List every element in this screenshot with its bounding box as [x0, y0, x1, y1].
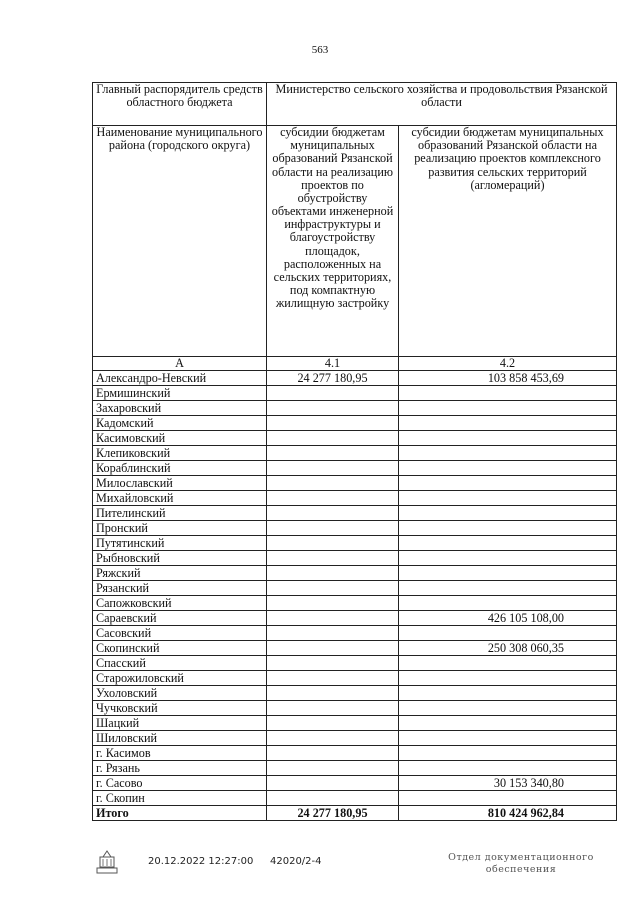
footer-doc-id: 42020/2-4 [270, 856, 322, 867]
col2-value [399, 386, 617, 401]
col2-header: субсидии бюджетам муниципальных образований Рязанской области на реализацию проектов комплексного развития сельских территорий (агломераций) [399, 126, 617, 357]
district-name: Спасский [93, 656, 267, 671]
col1-value [267, 461, 399, 476]
district-name: Касимовский [93, 431, 267, 446]
table-row [93, 566, 617, 581]
col1-value [267, 386, 399, 401]
col1-value [267, 731, 399, 746]
district-name: Скопинский [93, 641, 267, 656]
col1-value [267, 581, 399, 596]
col2-value [399, 716, 617, 731]
district-name: Путятинский [93, 536, 267, 551]
department-stamp [446, 852, 596, 877]
col2-value [399, 671, 617, 686]
col1-value [267, 611, 399, 626]
col1-value [267, 416, 399, 431]
total-col2: 810 424 962,84 [399, 806, 617, 821]
total-row [93, 806, 617, 821]
table-row [93, 521, 617, 536]
table-row [93, 596, 617, 611]
col1-value [267, 491, 399, 506]
table-row [93, 551, 617, 566]
col2-value [399, 491, 617, 506]
col1-value [267, 701, 399, 716]
col1-value [267, 431, 399, 446]
table-row [93, 641, 617, 656]
district-name: Клепиковский [93, 446, 267, 461]
stamp-line-2: обеспечения [485, 864, 557, 876]
col2-value [399, 746, 617, 761]
district-name: Пронский [93, 521, 267, 536]
col2-value [399, 401, 617, 416]
col1-header: субсидии бюджетам муниципальных образований Рязанской области на реализацию проектов по обустройству объектами инженерной инфраструктуры и благоустройству площадок, расположенных на сельских территориях, под компактную жилищную застройку [267, 126, 399, 357]
col2-value [399, 566, 617, 581]
district-name: Сараевский [93, 611, 267, 626]
col1-value [267, 686, 399, 701]
table-row [93, 476, 617, 491]
col1-value [267, 521, 399, 536]
district-name: Кадомский [93, 416, 267, 431]
district-name: Чучковский [93, 701, 267, 716]
distributor-row [93, 83, 617, 126]
col2-value [399, 686, 617, 701]
col2-value [399, 446, 617, 461]
district-name: Михайловский [93, 491, 267, 506]
emblem-logo [92, 848, 122, 878]
table-row [93, 536, 617, 551]
table-row [93, 656, 617, 671]
col2-value: 103 858 453,69 [399, 371, 617, 386]
col2-value [399, 461, 617, 476]
col1-value [267, 476, 399, 491]
col1-value [267, 776, 399, 791]
column-number-4-1: 4.1 [267, 357, 399, 371]
column-number-a: А [93, 357, 267, 371]
col1-value [267, 566, 399, 581]
district-name: Ермишинский [93, 386, 267, 401]
col1-value [267, 536, 399, 551]
col2-value [399, 476, 617, 491]
table-row [93, 731, 617, 746]
district-name: Пителинский [93, 506, 267, 521]
table-row [93, 416, 617, 431]
budget-table [92, 82, 617, 821]
col1-value: 24 277 180,95 [267, 371, 399, 386]
column-headers-row [93, 126, 617, 357]
col1-value [267, 791, 399, 806]
col1-value [267, 746, 399, 761]
col2-value [399, 731, 617, 746]
col1-value [267, 716, 399, 731]
col1-value [267, 551, 399, 566]
district-name: Шиловский [93, 731, 267, 746]
district-name: Сасовский [93, 626, 267, 641]
table-row [93, 701, 617, 716]
district-name: Шацкий [93, 716, 267, 731]
col1-value [267, 596, 399, 611]
table-row [93, 446, 617, 461]
col2-value [399, 626, 617, 641]
table-row [93, 611, 617, 626]
district-name: г. Скопин [93, 791, 267, 806]
table-row [93, 686, 617, 701]
col2-value [399, 701, 617, 716]
col2-value: 426 105 108,00 [399, 611, 617, 626]
table-row [93, 716, 617, 731]
table-row [93, 761, 617, 776]
table-row [93, 626, 617, 641]
district-name: г. Сасово [93, 776, 267, 791]
distributor-value: Министерство сельского хозяйства и продовольствия Рязанской области [267, 83, 617, 126]
col1-value [267, 761, 399, 776]
district-name: г. Касимов [93, 746, 267, 761]
table-row [93, 671, 617, 686]
col2-value: 30 153 340,80 [399, 776, 617, 791]
page-number: 563 [311, 44, 329, 56]
col2-value [399, 791, 617, 806]
table-row [93, 491, 617, 506]
column-numbers-row [93, 357, 617, 371]
col2-value [399, 581, 617, 596]
col2-value [399, 506, 617, 521]
col2-value [399, 431, 617, 446]
col1-value [267, 656, 399, 671]
col2-value: 250 308 060,35 [399, 641, 617, 656]
district-name: Сапожковский [93, 596, 267, 611]
table-row [93, 791, 617, 806]
col2-value [399, 656, 617, 671]
col1-value [267, 641, 399, 656]
col2-value [399, 761, 617, 776]
district-name: Старожиловский [93, 671, 267, 686]
table-row [93, 461, 617, 476]
district-name: Кораблинский [93, 461, 267, 476]
district-name: Ряжский [93, 566, 267, 581]
col2-value [399, 416, 617, 431]
col1-value [267, 671, 399, 686]
district-name: Захаровский [93, 401, 267, 416]
district-name: г. Рязань [93, 761, 267, 776]
table-row [93, 371, 617, 386]
distributor-label: Главный распорядитель средств областного бюджета [93, 83, 267, 126]
total-label: Итого [93, 806, 267, 821]
table-row [93, 401, 617, 416]
col1-value [267, 401, 399, 416]
name-column-header: Наименование муниципального района (городского округа) [93, 126, 267, 357]
district-name: Ухоловский [93, 686, 267, 701]
col2-value [399, 536, 617, 551]
col2-value [399, 596, 617, 611]
district-name: Александро-Невский [93, 371, 267, 386]
stamp-line-1: Отдел документационного [448, 852, 594, 863]
table-row [93, 386, 617, 401]
district-name: Рязанский [93, 581, 267, 596]
col1-value [267, 626, 399, 641]
col2-value [399, 521, 617, 536]
table-row [93, 506, 617, 521]
district-name: Милославский [93, 476, 267, 491]
col1-value [267, 506, 399, 521]
total-col1: 24 277 180,95 [267, 806, 399, 821]
table-row [93, 581, 617, 596]
col2-value [399, 551, 617, 566]
table-row [93, 776, 617, 791]
footer-datetime: 20.12.2022 12:27:00 [148, 856, 254, 867]
table-row [93, 431, 617, 446]
column-number-4-2: 4.2 [399, 357, 617, 371]
district-name: Рыбновский [93, 551, 267, 566]
col1-value [267, 446, 399, 461]
table-row [93, 746, 617, 761]
